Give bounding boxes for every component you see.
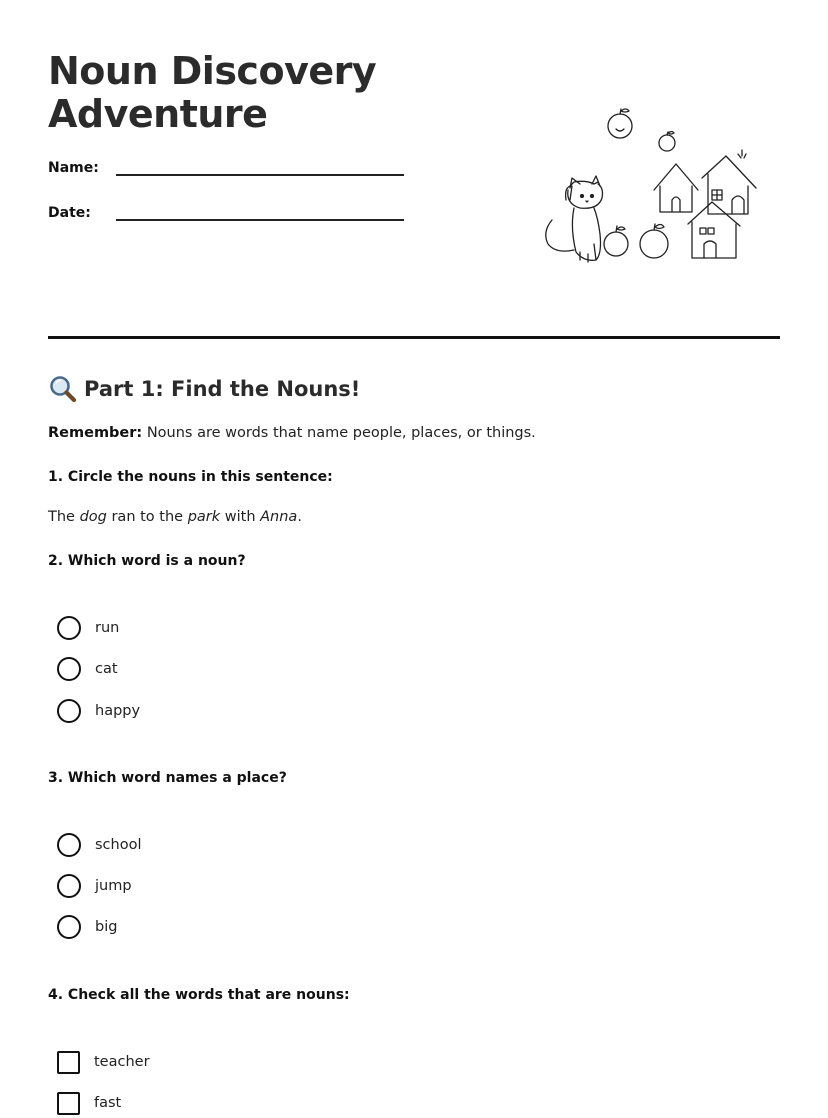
option-label: big	[95, 919, 118, 935]
sentence-part: .	[297, 509, 302, 525]
option-label: school	[95, 837, 142, 853]
name-label: Name:	[48, 160, 99, 176]
apple-icon	[604, 226, 628, 256]
part1-heading	[48, 374, 360, 404]
q4-option-fast[interactable]	[57, 1090, 121, 1116]
date-label: Date:	[48, 205, 91, 221]
radio-button[interactable]	[57, 657, 81, 681]
sentence-part: ran to the	[106, 509, 188, 525]
q3-option-school[interactable]	[57, 832, 142, 858]
sentence-noun-anna[interactable]: Anna	[260, 509, 298, 525]
q2-option-happy[interactable]	[57, 698, 140, 724]
option-label: run	[95, 620, 120, 636]
name-line[interactable]	[116, 174, 404, 176]
reminder-text	[48, 425, 536, 441]
q4-option-teacher[interactable]	[57, 1049, 150, 1075]
date-field[interactable]	[48, 205, 91, 221]
option-label: jump	[95, 878, 132, 894]
radio-button[interactable]	[57, 915, 81, 939]
apple-icon	[640, 224, 668, 258]
name-field[interactable]	[48, 160, 99, 176]
page-title	[48, 50, 428, 136]
checkbox[interactable]	[57, 1092, 80, 1115]
question-1-sentence	[48, 509, 302, 525]
apple-icon	[659, 132, 675, 152]
radio-button[interactable]	[57, 874, 81, 898]
question-2-prompt: 2. Which word is a noun?	[48, 553, 246, 569]
radio-button[interactable]	[57, 833, 81, 857]
question-3-prompt: 3. Which word names a place?	[48, 770, 287, 786]
title-line-1: Noun Discovery	[48, 49, 377, 93]
option-label: happy	[95, 703, 141, 719]
option-label: teacher	[94, 1054, 150, 1070]
q3-option-jump[interactable]	[57, 873, 132, 899]
sentence-noun-dog[interactable]: dog	[79, 509, 107, 525]
checkbox[interactable]	[57, 1051, 80, 1074]
sentence-noun-park[interactable]: park	[187, 509, 221, 525]
cat-icon	[546, 176, 603, 262]
option-label: fast	[94, 1095, 122, 1111]
option-label: cat	[95, 661, 118, 677]
q2-option-cat[interactable]	[57, 656, 118, 682]
sentence-part: The	[48, 509, 80, 525]
reminder-label: Remember:	[48, 425, 143, 441]
question-4-prompt: 4. Check all the words that are nouns:	[48, 987, 350, 1003]
question-1-prompt: 1. Circle the nouns in this sentence:	[48, 469, 333, 485]
date-line[interactable]	[116, 219, 404, 221]
part1-title: Part 1: Find the Nouns!	[84, 377, 361, 401]
section-divider	[48, 336, 780, 339]
q3-option-big[interactable]	[57, 914, 117, 940]
apple-icon	[608, 109, 632, 138]
magnifying-glass-icon	[48, 374, 78, 404]
title-line-2: Adventure	[48, 92, 268, 136]
cat-apples-houses-illustration	[536, 104, 768, 270]
radio-button[interactable]	[57, 616, 81, 640]
sentence-part: with	[220, 509, 261, 525]
q2-option-run[interactable]	[57, 615, 119, 641]
radio-button[interactable]	[57, 699, 81, 723]
reminder-body: Nouns are words that name people, places, or things.	[142, 425, 536, 441]
house-icon	[654, 164, 698, 212]
